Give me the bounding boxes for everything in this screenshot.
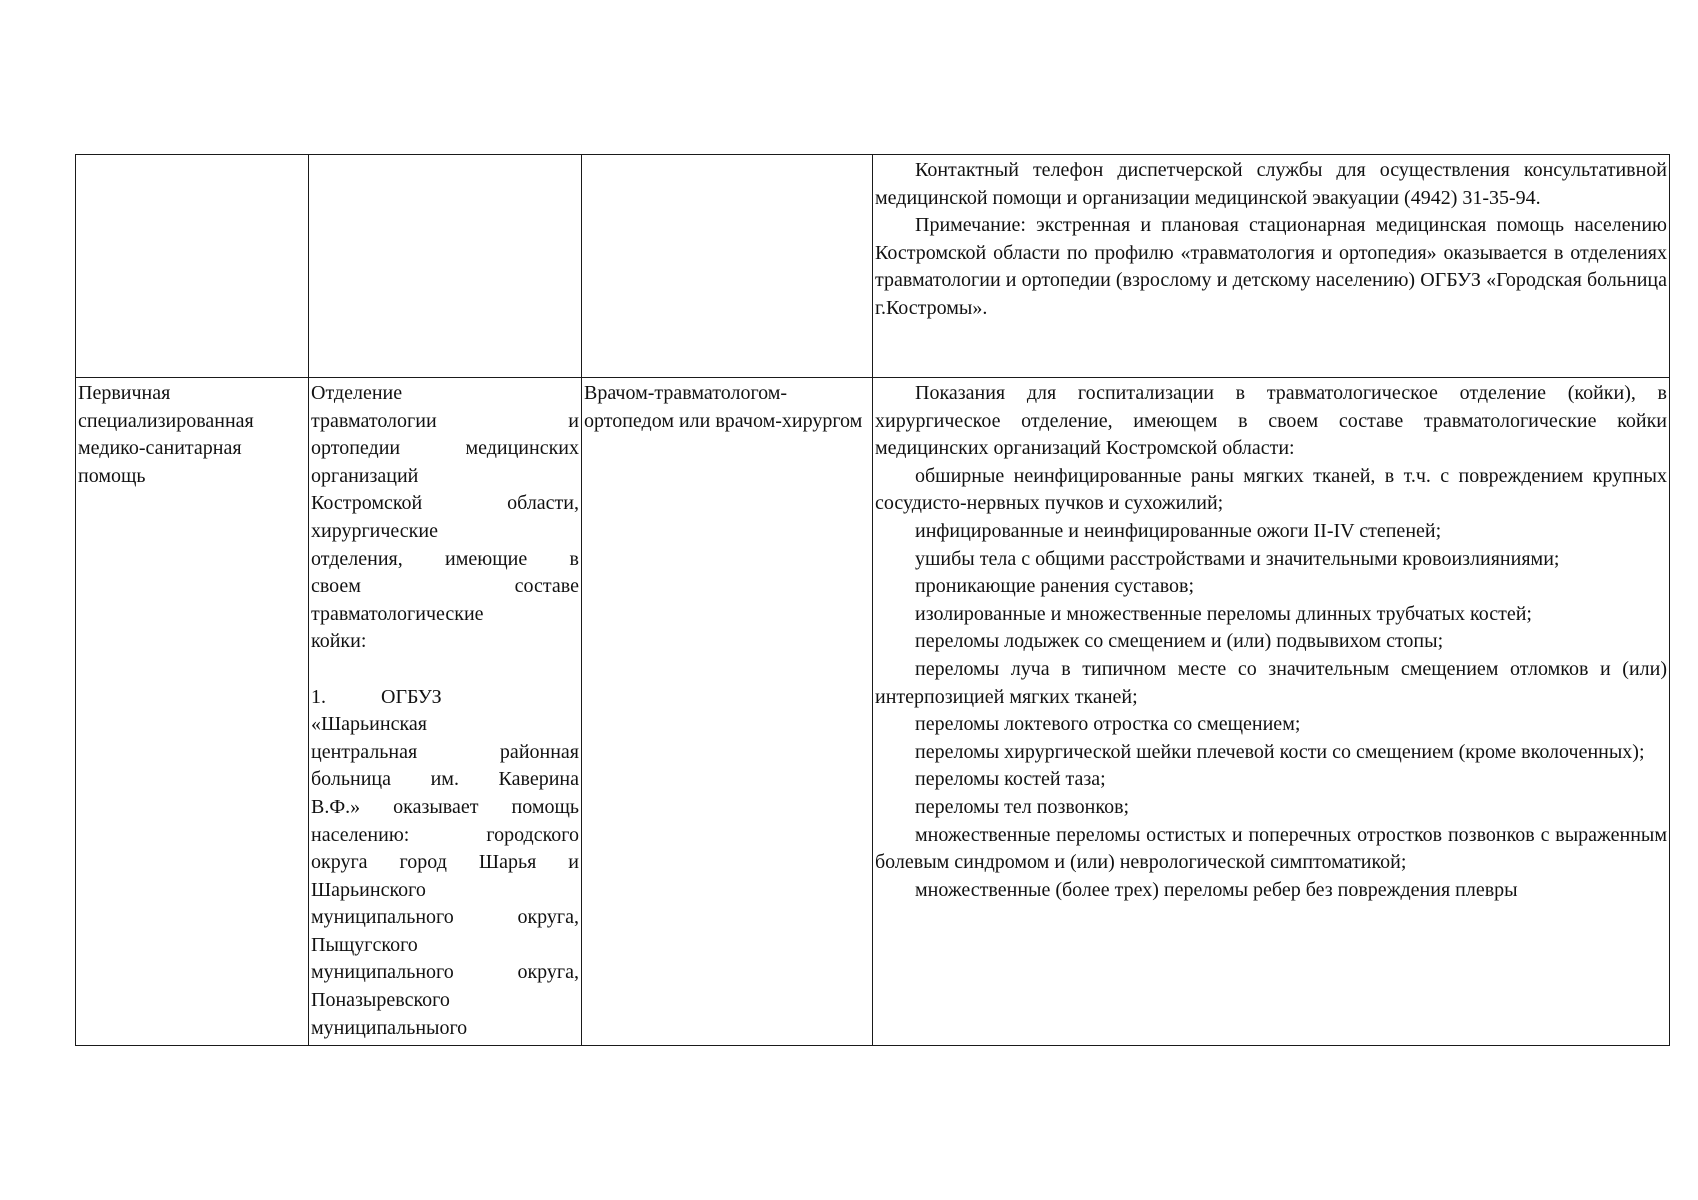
- document-table: [75, 154, 1670, 1046]
- enumeration-line: Поназыревского: [311, 989, 450, 1012]
- department-line: травматологии и: [311, 409, 579, 432]
- indication-item: переломы хирургической шейки плечевой кости со смещением (кроме вколоченных);: [915, 740, 1645, 763]
- indication-item: переломы тел позвонков;: [915, 795, 1130, 818]
- cell-indications: [873, 378, 1670, 1046]
- cell-care-type-empty: [76, 155, 309, 378]
- provider-text: Врачом-травматологом-ортопедом или врачом-хирургом: [584, 382, 863, 432]
- department-line: своем составе: [311, 575, 579, 598]
- cell-provider-empty: [582, 155, 873, 378]
- department-line: отделения, имеющие в: [311, 547, 579, 570]
- indication-item: переломы локтевого отростка со смещением;: [915, 713, 1301, 736]
- indication-item: множественные переломы остистых и поперечных отростков позвонков с выраженным болевым синдромом и (или) неврологической симптоматикой;: [875, 823, 1667, 874]
- indication-item: переломы луча в типичном месте со значительным смещением отломков и (или) интерпозицией мягких тканей;: [875, 657, 1667, 708]
- table-row-primary-care: [76, 378, 1670, 1046]
- enumeration-line: муниципального округа,: [311, 906, 579, 929]
- department-line: койки:: [311, 630, 367, 653]
- cell-provider: [582, 378, 873, 1046]
- department-line: ортопедии медицинских: [311, 437, 579, 460]
- care-type-text: Первичная специализированная медико-санитарная помощь: [78, 382, 254, 487]
- table-row-continuation: [76, 155, 1670, 378]
- department-line: Костромской области,: [311, 492, 579, 515]
- cell-department-empty: [309, 155, 582, 378]
- cell-care-type: [76, 378, 309, 1046]
- enumeration-line: «Шарьинская: [311, 713, 427, 736]
- enumeration-first-line: [311, 684, 579, 712]
- department-line: организаций: [311, 464, 419, 487]
- enumeration-line: муниципального округа,: [311, 961, 579, 984]
- blank-line: [311, 656, 579, 684]
- enumeration-line: больница им. Каверина: [311, 768, 579, 791]
- enumeration-line: центральная районная: [311, 740, 579, 763]
- enumeration-line: населению: городского: [311, 823, 579, 846]
- indication-item: переломы лодыжек со смещением и (или) подвывихом стопы;: [915, 630, 1444, 653]
- department-line: хирургические: [311, 519, 438, 542]
- indication-item: обширные неинфицированные раны мягких тканей, в т.ч. с повреждением крупных сосудисто-нервных пучков и сухожилий;: [875, 464, 1667, 515]
- contact-phone-paragraph: Контактный телефон диспетчерской службы для осуществления консультативной медицинской помощи и организации медицинской эвакуации (4942) 31-35-94.: [875, 159, 1667, 209]
- department-line: травматологические: [311, 602, 484, 625]
- enumeration-number: 1.: [311, 685, 326, 708]
- note-paragraph: Примечание: экстренная и плановая стационарная медицинская помощь населению Костромской области по профилю «травматология и ортопедия» оказывается в отделениях травматологии и ортопедии (взрослому и детскому населению) ОГБУЗ «Городская больница г.Костромы».: [875, 214, 1667, 319]
- indication-item: множественные (более трех) переломы ребер без повреждения плевры: [915, 878, 1518, 901]
- enumeration-org-type: ОГБУЗ: [381, 685, 442, 708]
- enumeration-line: Шарьинского: [311, 878, 426, 901]
- cell-notes: [873, 155, 1670, 378]
- enumeration-line: Пыщугского: [311, 933, 418, 956]
- enumeration-line: муниципальныого: [311, 1016, 468, 1039]
- indication-item: изолированные и множественные переломы длинных трубчатых костей;: [915, 602, 1532, 625]
- department-line: Отделение: [311, 382, 403, 404]
- indications-intro: Показания для госпитализации в травматологическое отделение (койки), в хирургическое отделение, имеющем в своем составе травматологические койки медицинских организаций Костромской области:: [875, 382, 1667, 460]
- cell-department: [309, 378, 582, 1046]
- indication-item: инфицированные и неинфицированные ожоги II-IV степеней;: [915, 519, 1442, 542]
- indication-item: переломы костей таза;: [915, 768, 1106, 791]
- indication-item: проникающие ранения суставов;: [915, 575, 1195, 598]
- enumeration-line: В.Ф.» оказывает помощь: [311, 795, 579, 818]
- indication-item: ушибы тела с общими расстройствами и значительными кровоизлияниями;: [915, 547, 1560, 570]
- enumeration-line: округа город Шарья и: [311, 851, 579, 874]
